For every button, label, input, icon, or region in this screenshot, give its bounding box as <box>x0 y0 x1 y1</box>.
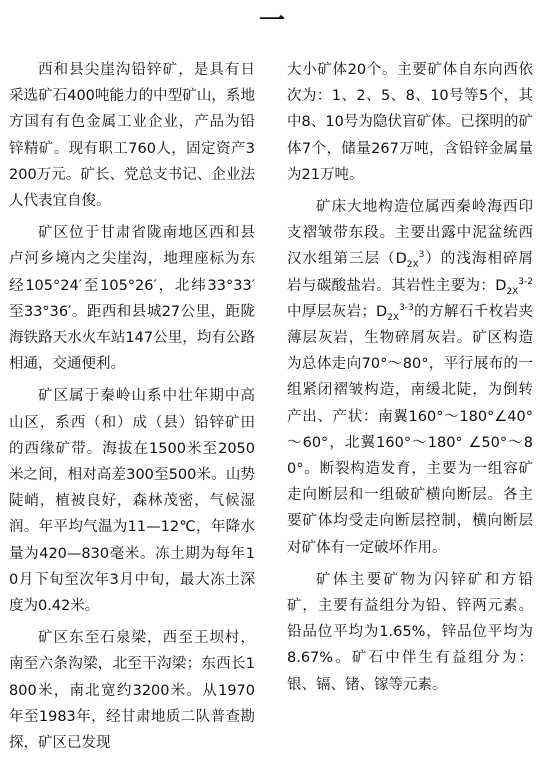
geology-text-a: 矿床大地构造位属西秦岭海西印支褶皱带东段。主要出露中泥盆统西汉水组第三层（D <box>287 199 533 268</box>
formation-superscript: 3 <box>418 250 425 261</box>
paragraph-orebodies-continued: 大小矿体20个。主要矿体自东向西依次为：1、2、5、8、10号等5个，其中8、10号为隐伏盲矿体。已探明的矿体7个，储量267万吨，含铅锌金属量为21万吨。 <box>287 62 533 183</box>
paragraph-location: 矿区位于甘肃省陇南地区西和县卢河乡境内之尖崖沟，地理座标为东经105°24′至105°26′，北纬33°33′至33°36′。距西和县城27公里，距陇海铁路天水火车站147公里，均有公路相通，交通便利。 <box>9 225 255 373</box>
paragraph-geological-structure <box>287 194 533 561</box>
paragraph-mining-area-bounds: 矿区东至石泉梁，西至王坝村，南至六条沟梁，北至干沟梁；东西长1800米，南北宽约3200米。从1970年至1983年，经甘肃地质二队普查勘探，矿区已发现 <box>9 630 255 752</box>
formation-subscript: 2X <box>406 260 419 271</box>
page-number: 一 <box>258 6 285 36</box>
formation-superscript: 3-2 <box>518 276 533 287</box>
paragraph-company-overview: 西和县尖崖沟铅锌矿，是具有日采选矿石400吨能力的中型矿山，系地方国有有色金属工业企业，产品为铅锌精矿。现有职工760人，固定资产3200万元。矿长、党总支书记、企业法人代表宜自俊。 <box>9 62 255 210</box>
formation-subscript: 2X <box>387 312 400 323</box>
formation-superscript: 3-3 <box>399 303 414 313</box>
geology-text-c: 中厚层灰岩；D <box>287 303 388 320</box>
paragraph-ore-minerals: 矿体主要矿物为闪锌矿和方铅矿，主要有益组分为铅、锌两元素。铅品位平均为1.65%，锌品位平均为8.67%。矿石中伴生有益组分为：银、镉、锗、镓等元素。 <box>287 571 533 693</box>
paragraph-terrain-climate: 矿区属于秦岭山系中壮年期中高山区，系西（和）成（县）铅锌矿田的西缘矿带。海拔在1500米至2050米之间，相对高差300至500米。山势陡峭，植被良好，森林茂密，气候湿润。年平均气温为11—12℃，年降水量为420—830毫米。冻土期为每年10月下旬至次年3月中旬，最大冻土深度为0.42米。 <box>9 388 255 615</box>
geology-text-d: 的方解石千枚岩夹薄层灰岩，生物碎屑灰岩。矿区构造为总体走向70°～80°，平行展布的一组紧闭褶皱构造，南缓北陡，为倒转产出、产状：南翼160°～180°∠40°～60°，北翼160°～180° ∠50°～80°。断裂构造发育，主要为一组容矿走向断层和一组破矿横向断层。各主要矿体均受走向断层控制，横向断层对矿体有一定破坏作用。 <box>287 303 533 556</box>
geology-text-b: ）的浅海相碎屑岩与碳酸盐岩。其岩性主要为：D <box>287 251 533 294</box>
right-column <box>287 57 533 704</box>
left-column <box>9 57 255 762</box>
formation-subscript: 2X <box>506 286 519 297</box>
